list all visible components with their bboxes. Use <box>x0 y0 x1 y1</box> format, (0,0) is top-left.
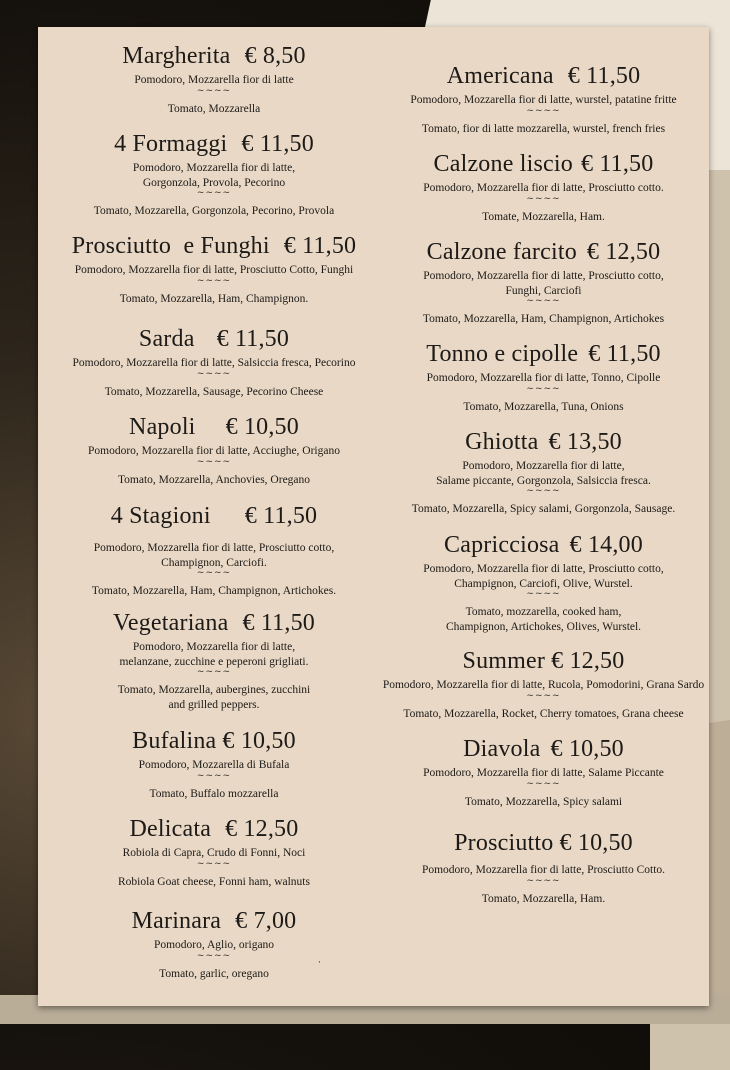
pizza-price: € 14,00 <box>569 532 643 558</box>
pizza-title <box>38 727 390 755</box>
italian-ingredients: Pomodoro, Mozzarella di Bufala <box>138 759 290 771</box>
pizza-price: € 11,50 <box>242 610 315 636</box>
pizza-title <box>38 502 390 530</box>
pizza-title <box>378 150 709 178</box>
italian-ingredients: Pomodoro, Mozzarella fior di latte, Prosciutto cotto, Champignon, Carciofi. <box>93 542 335 569</box>
italian-ingredients: Pomodoro, Mozzarella fior di latte, Prosciutto cotto, Champignon, Carciofi, Olive, Wurstel. <box>423 563 664 590</box>
english-ingredients: Tomato, Mozzarella, Sausage, Pecorino Cheese <box>104 385 324 398</box>
english-ingredients: Tomato, Mozzarella, aubergines, zucchini and grilled peppers. <box>117 684 311 711</box>
pizza-title <box>38 815 390 843</box>
pizza-title <box>38 907 390 935</box>
italian-ingredients: Pomodoro, Mozzarella fior di latte, Acciughe, Origano <box>88 445 340 457</box>
pizza-name: Prosciutto e Funghi <box>71 233 270 259</box>
english-ingredients: Tomato, Buffalo mozzarella <box>149 787 279 800</box>
pizza-name: Sarda <box>138 326 195 352</box>
tilde-separator: ~~~~ <box>196 950 232 961</box>
pizza-title <box>38 413 390 441</box>
italian-ingredients: Pomodoro, Mozzarella fior di latte, melanzane, zucchine e peperoni grigliati. <box>119 641 309 668</box>
pizza-name: Bufalina <box>132 728 217 754</box>
italian-ingredients: Pomodoro, Mozzarella fior di latte, Prosciutto Cotto. <box>421 864 666 876</box>
pizza-title <box>378 428 709 456</box>
english-ingredients: Tomato, Mozzarella, Anchovies, Oregano <box>117 473 311 486</box>
pizza-name: Calzone farcito <box>426 239 577 265</box>
italian-ingredients: Pomodoro, Mozzarella fior di latte, Salame Piccante <box>423 767 664 779</box>
pizza-name: Vegetariana <box>113 610 229 636</box>
english-ingredients: Tomato, fior di latte mozzarella, wurstel, french fries <box>421 122 666 135</box>
tilde-separator: ~~~~ <box>196 667 232 677</box>
pizza-title <box>378 647 709 675</box>
english-ingredients: Tomato, Mozzarella <box>167 102 261 115</box>
pizza-price: € 11,50 <box>588 341 661 367</box>
italian-ingredients: Pomodoro, Mozzarella fior di latte, Prosciutto cotto. <box>423 182 664 194</box>
italian-ingredients: Pomodoro, Mozzarella fior di latte, Prosciutto cotto, Funghi, Carciofi <box>423 270 664 297</box>
menu-item <box>38 815 390 889</box>
menu-item <box>38 907 390 981</box>
tilde-separator: ~~~~ <box>196 188 232 198</box>
menu-item <box>378 829 709 906</box>
english-ingredients: Tomato, Mozzarella, Gorgonzola, Pecorino, Provola <box>93 205 335 217</box>
menu-item <box>378 735 709 809</box>
pizza-title <box>378 62 709 90</box>
tilde-separator: ~~~~ <box>196 456 232 467</box>
tilde-separator: ~~~~ <box>526 383 561 394</box>
menu-item <box>378 150 709 224</box>
english-ingredients: Robiola Goat cheese, Fonni ham, walnuts <box>118 875 310 888</box>
pizza-title <box>38 609 390 637</box>
tilde-separator: ~~~~ <box>196 275 232 286</box>
pizza-name: Diavola <box>463 736 541 762</box>
menu-item <box>38 413 390 487</box>
pizza-title <box>378 735 709 763</box>
pizza-price: € 13,50 <box>548 429 622 455</box>
pizza-name: Summer <box>462 648 546 674</box>
pizza-name: Calzone liscio <box>433 151 573 177</box>
tilde-separator: ~~~~ <box>526 105 561 116</box>
tilde-separator: ~~~~ <box>196 85 232 96</box>
menu-item <box>378 62 709 136</box>
pizza-name: Americana <box>446 63 554 89</box>
italian-ingredients: Pomodoro, Mozzarella fior di latte, Tonno, Cipolle <box>426 372 661 384</box>
italian-ingredients: Robiola di Capra, Crudo di Fonni, Noci <box>122 847 306 859</box>
menu-item <box>38 130 390 219</box>
tilde-separator: ~~~~ <box>526 875 561 886</box>
english-ingredients: Tomato, Mozzarella, Ham. <box>481 892 606 905</box>
menu-item <box>38 42 390 116</box>
pizza-price: € 11,50 <box>283 233 357 259</box>
menu-item <box>378 531 709 634</box>
english-ingredients: Tomate, Mozzarella, Ham. <box>482 210 605 223</box>
menu-item <box>38 502 390 599</box>
english-ingredients: Tomato, mozzarella, cooked ham, Champignon, Artichokes, Olives, Wurstel. <box>445 606 642 633</box>
pizza-price: € 10,50 <box>225 414 299 440</box>
pizza-title <box>38 130 390 158</box>
pizza-title <box>38 232 390 260</box>
pizza-name: Margherita <box>122 43 231 69</box>
pizza-name: Marinara <box>131 908 222 934</box>
pizza-name: 4 Stagioni <box>110 503 211 529</box>
english-ingredients: Tomato, Mozzarella, Ham, Champignon. <box>119 292 309 305</box>
italian-ingredients: Pomodoro, Aglio, origano <box>153 939 275 951</box>
italian-ingredients: Pomodoro, Mozzarella fior di latte, Salame piccante, Gorgonzola, Salsiccia fresca. <box>436 460 651 487</box>
pizza-price: € 12,50 <box>586 239 661 265</box>
pizza-price: € 11,50 <box>580 151 654 177</box>
english-ingredients: Tomato, Mozzarella, Ham, Champignon, Artichokes. <box>91 585 337 597</box>
pizza-price: € 10,50 <box>550 736 624 762</box>
tilde-separator: ~~~~ <box>526 589 561 599</box>
tilde-separator: ~~~~ <box>196 858 232 869</box>
stray-dot: · <box>318 958 321 968</box>
tilde-separator: ~~~~ <box>526 690 561 701</box>
pizza-name: Tonno e cipolle <box>426 341 579 367</box>
italian-ingredients: Pomodoro, Mozzarella fior di latte, Salsiccia fresca, Pecorino <box>72 357 356 369</box>
pizza-price: € 10,50 <box>222 728 296 754</box>
pizza-name: Napoli <box>129 414 196 440</box>
menu-item <box>378 238 709 327</box>
english-ingredients: Tomato, Mozzarella, Rocket, Cherry tomatoes, Grana cheese <box>403 707 684 720</box>
pizza-name: Ghiotta <box>465 429 539 455</box>
tilde-separator: ~~~~ <box>196 368 232 379</box>
menu-item <box>38 609 390 712</box>
italian-ingredients: Pomodoro, Mozzarella fior di latte, Prosciutto Cotto, Funghi <box>74 264 354 276</box>
menu-item <box>38 727 390 801</box>
pizza-menu-card <box>38 27 709 1006</box>
pizza-price: € 7,00 <box>235 908 297 934</box>
pizza-title <box>38 42 390 70</box>
tilde-separator: ~~~~ <box>196 770 232 781</box>
pizza-name: Delicata <box>129 816 212 842</box>
pizza-title <box>38 325 390 353</box>
tilde-separator: ~~~~ <box>196 568 232 578</box>
italian-ingredients: Pomodoro, Mozzarella fior di latte, Gorgonzola, Provola, Pecorino <box>132 162 296 189</box>
pizza-title <box>378 531 709 559</box>
pizza-price: € 11,50 <box>567 63 641 89</box>
pizza-price: € 8,50 <box>244 43 306 69</box>
english-ingredients: Tomato, Mozzarella, Spicy salami, Gorgonzola, Sausage. <box>411 503 676 515</box>
pizza-title <box>378 238 709 266</box>
pizza-name: Prosciutto <box>454 830 554 856</box>
pizza-price: € 11,50 <box>244 503 318 529</box>
english-ingredients: Tomato, Mozzarella, Tuna, Onions <box>463 400 624 413</box>
pizza-price: € 12,50 <box>551 648 625 674</box>
tilde-separator: ~~~~ <box>526 778 561 789</box>
pizza-price: € 10,50 <box>559 830 633 856</box>
pizza-name: Capricciosa <box>444 532 560 558</box>
pizza-price: € 11,50 <box>216 326 290 352</box>
pizza-price: € 11,50 <box>241 131 314 157</box>
menu-item <box>378 647 709 721</box>
menu-item <box>38 325 390 399</box>
pizza-title <box>378 340 709 368</box>
english-ingredients: Tomato, Mozzarella, Spicy salami <box>464 795 623 808</box>
menu-item <box>378 428 709 517</box>
italian-ingredients: Pomodoro, Mozzarella fior di latte <box>134 74 294 86</box>
tilde-separator: ~~~~ <box>526 193 561 204</box>
pizza-name: 4 Formaggi <box>114 131 228 157</box>
italian-ingredients: Pomodoro, Mozzarella fior di latte, wurstel, patatine fritte <box>410 94 677 106</box>
italian-ingredients: Pomodoro, Mozzarella fior di latte, Rucola, Pomodorini, Grana Sardo <box>382 679 705 691</box>
menu-item <box>378 340 709 414</box>
english-ingredients: Tomato, Mozzarella, Ham, Champignon, Artichokes <box>422 313 665 325</box>
english-ingredients: Tomato, garlic, oregano <box>159 967 269 980</box>
menu-item <box>38 232 390 306</box>
pizza-price: € 12,50 <box>225 816 299 842</box>
tilde-separator: ~~~~ <box>526 486 561 496</box>
pizza-title <box>378 829 709 857</box>
tilde-separator: ~~~~ <box>526 296 561 306</box>
